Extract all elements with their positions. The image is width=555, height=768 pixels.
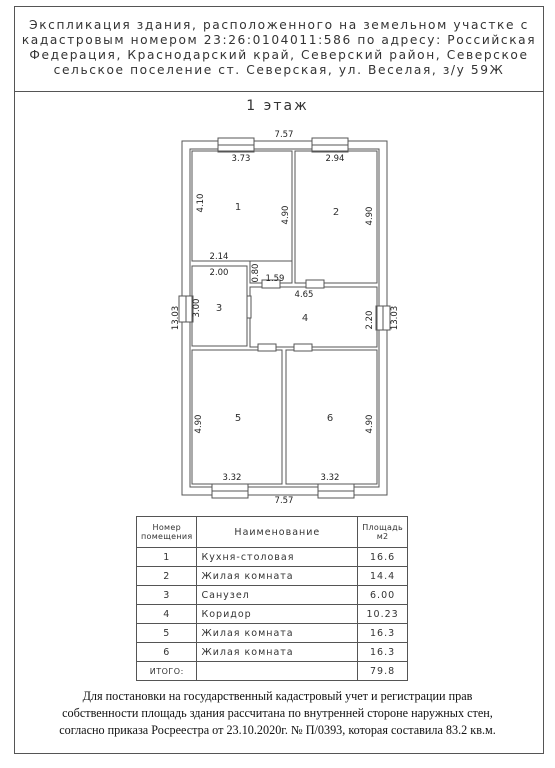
header-line-4: сельское поселение ст. Северская, ул. Веселая, з/у 59Ж <box>53 63 505 77</box>
row-name: Коридор <box>197 605 358 624</box>
dim-room1-height: 4.10 <box>196 193 206 213</box>
dim-outer-top: 7.57 <box>274 130 294 140</box>
room-number-4: 4 <box>301 313 309 324</box>
row-number: 4 <box>137 605 197 624</box>
row-area: 10.23 <box>358 605 408 624</box>
dim-room5-width: 3.32 <box>222 473 242 483</box>
row-name: Кухня-столовая <box>197 548 358 567</box>
row-number: 6 <box>137 643 197 662</box>
dim-room6-height: 4.90 <box>365 414 375 434</box>
header-line-3: Федерация, Краснодарский край, Северский район, Северское <box>29 48 529 62</box>
room-number-5: 5 <box>234 413 242 424</box>
footnote-line-1: Для постановки на государственный кадастровый учет и регистрации прав <box>82 689 473 703</box>
dim-small-span: 1.59 <box>265 274 285 284</box>
dim-room5-height: 4.90 <box>194 414 204 434</box>
row-name: Санузел <box>197 586 358 605</box>
table-row <box>137 567 408 586</box>
row-name: Жилая комната <box>197 567 358 586</box>
dim-outer-left: 13.03 <box>171 305 181 331</box>
header-line-2: кадастровым номером 23:26:0104011:586 по адресу: Российская <box>21 33 537 47</box>
room-number-2: 2 <box>332 207 340 218</box>
floor-title: 1 этаж <box>246 98 309 114</box>
footnote-line-3: согласно приказа Росреестра от 23.10.2020г. № П/0393, которая составила 83.2 кв.м. <box>59 723 496 737</box>
dim-room3-height: 3.00 <box>192 298 202 318</box>
row-area: 14.4 <box>358 567 408 586</box>
dim-room2-width: 2.94 <box>325 154 345 164</box>
outer-wall-inner <box>190 149 379 487</box>
outer-wall-outline <box>182 141 387 495</box>
door-room-3 <box>247 296 251 318</box>
dim-room2-height: 4.90 <box>365 206 375 226</box>
dim-door-gap: 0.80 <box>251 263 261 283</box>
row-number: 2 <box>137 567 197 586</box>
room-number-1: 1 <box>234 202 242 213</box>
row-area: 16.6 <box>358 548 408 567</box>
total-value: 79.8 <box>358 662 408 681</box>
room-1 <box>192 151 292 261</box>
row-number: 3 <box>137 586 197 605</box>
room-number-3: 3 <box>215 303 223 314</box>
table-total-row <box>137 662 408 681</box>
row-name: Жилая комната <box>197 624 358 643</box>
explication-table <box>136 516 408 681</box>
header-name: Наименование <box>197 517 358 548</box>
dim-room1-right: 4.90 <box>281 205 291 225</box>
total-empty <box>197 662 358 681</box>
table-row <box>137 624 408 643</box>
row-number: 5 <box>137 624 197 643</box>
dim-corridor-width: 4.65 <box>294 290 314 300</box>
room-number-6: 6 <box>326 413 334 424</box>
dim-room1-width: 3.73 <box>231 154 251 164</box>
total-label: ИТОГО: <box>137 662 197 681</box>
header-line-1: Экспликация здания, расположенного на земельном участке с <box>29 18 529 32</box>
table-header-row <box>137 517 408 548</box>
table-row <box>137 605 408 624</box>
table-row <box>137 586 408 605</box>
dim-upper-bottom: 2.14 <box>209 252 229 262</box>
table-row <box>137 643 408 662</box>
dim-outer-bottom: 7.57 <box>274 496 294 506</box>
door-room-6 <box>294 344 312 351</box>
header-area: Площадь м2 <box>358 517 408 548</box>
row-area: 16.3 <box>358 624 408 643</box>
footnote-line-2: собственности площадь здания рассчитана по внутренней стороне наружных стен, <box>62 706 493 720</box>
footnote <box>0 688 555 739</box>
header-number: Номер помещения <box>137 517 197 548</box>
row-area: 6.00 <box>358 586 408 605</box>
dim-outer-right: 13.03 <box>390 305 400 331</box>
dim-room6-width: 3.32 <box>320 473 340 483</box>
row-name: Жилая комната <box>197 643 358 662</box>
room-4 <box>250 287 377 347</box>
row-number: 1 <box>137 548 197 567</box>
door-room-5 <box>258 344 276 351</box>
door-room-2 <box>306 280 324 288</box>
dim-room3-width: 2.00 <box>209 268 229 278</box>
dim-corridor-height: 2.20 <box>365 310 375 330</box>
row-area: 16.3 <box>358 643 408 662</box>
table-row <box>137 548 408 567</box>
